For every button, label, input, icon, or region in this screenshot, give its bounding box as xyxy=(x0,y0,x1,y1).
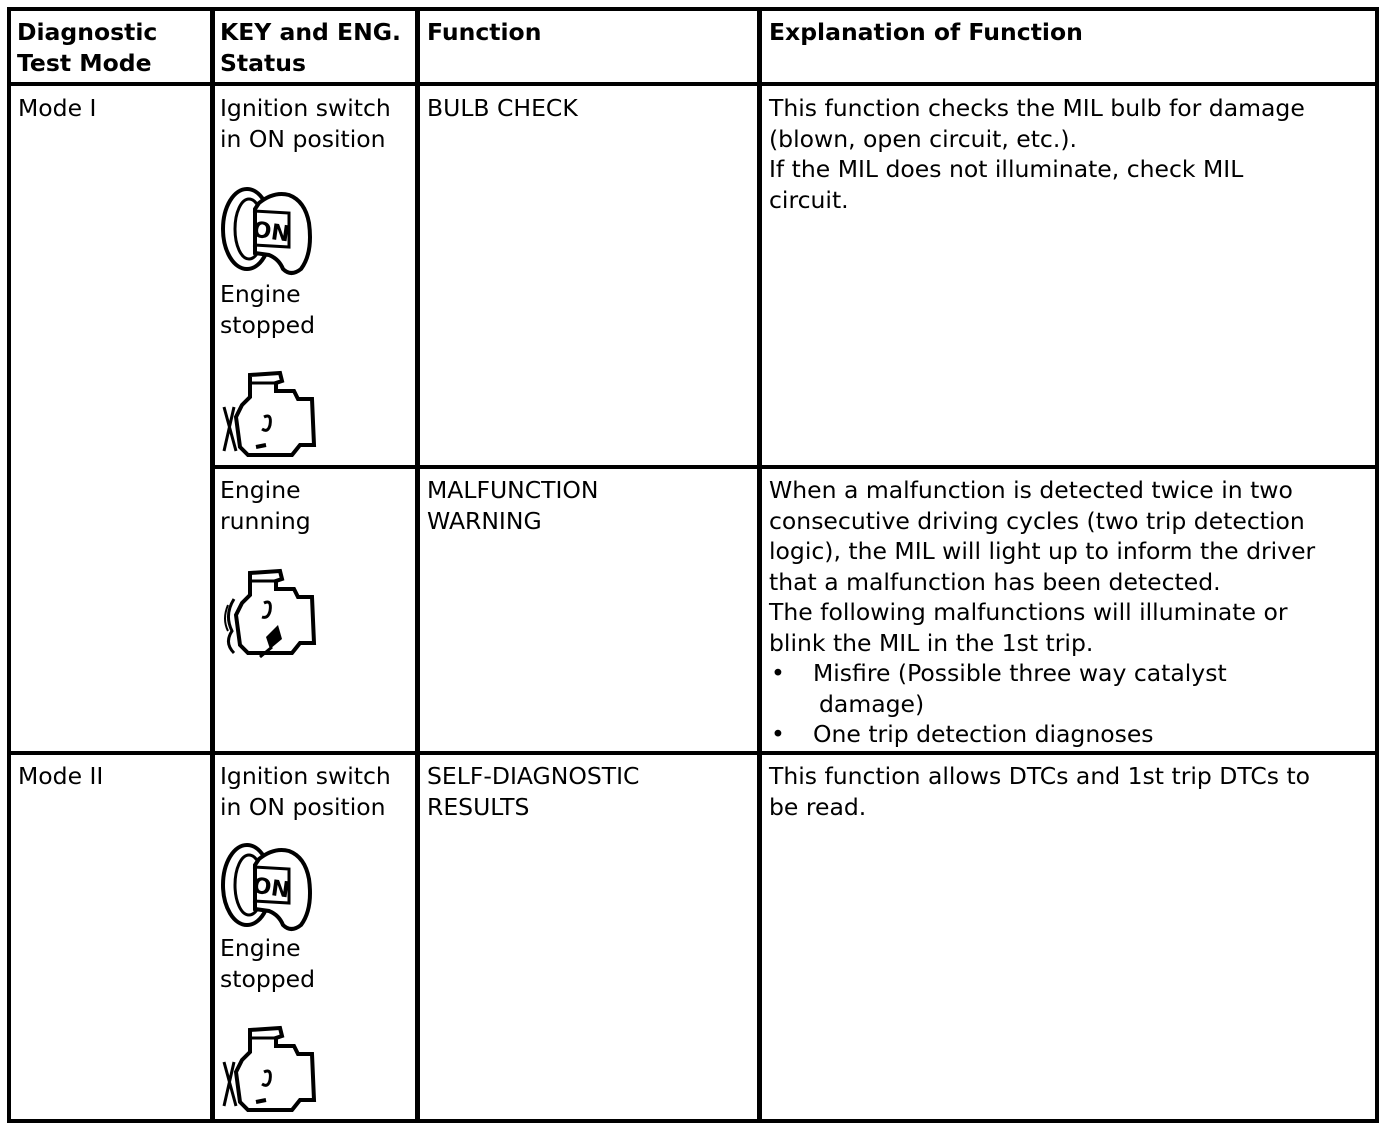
header-function: Function xyxy=(427,18,542,46)
status-line: Engine xyxy=(220,476,301,504)
bullet-misfire xyxy=(769,658,1315,719)
ignition-key-on-icon xyxy=(219,183,319,278)
explanation-line: (blown, open circuit, etc.). xyxy=(769,124,1077,153)
explanation-line: be read. xyxy=(769,792,867,821)
column-divider-2 xyxy=(415,7,420,1123)
explanation-line: If the MIL does not illuminate, check MIL xyxy=(769,155,1244,183)
explanation-line: This function checks the MIL bulb for damage xyxy=(769,94,1305,122)
explanation-line: This function allows DTCs and 1st trip DTCs to xyxy=(769,762,1311,790)
explanation-bulb-check xyxy=(769,93,1305,215)
bullet-line: • One trip detection diagnoses xyxy=(813,720,1154,748)
ignition-key-on-icon xyxy=(219,839,319,934)
header-line: Diagnostic xyxy=(17,18,158,46)
row-separator-mode1 xyxy=(211,465,1379,469)
malfunction-bullet-list xyxy=(769,658,1315,750)
bullet-line: damage) xyxy=(819,689,925,718)
header-line: KEY and ENG. xyxy=(220,18,401,46)
function-line: RESULTS xyxy=(427,792,530,821)
key-on-label: ON xyxy=(250,217,292,248)
engine-running-icon xyxy=(220,565,320,660)
diagnostic-table xyxy=(7,7,1379,1123)
status-line: Ignition switch xyxy=(220,94,391,122)
table-border-right xyxy=(1375,7,1379,1123)
status-line: stopped xyxy=(220,310,316,339)
function-line: SELF-DIAGNOSTIC xyxy=(427,762,640,790)
explanation-line: When a malfunction is detected twice in two xyxy=(769,476,1293,504)
status-line: running xyxy=(220,506,311,535)
column-divider-3 xyxy=(757,7,762,1123)
mode-1-status-engine-running xyxy=(220,475,311,536)
mode-1-status-engine-stopped xyxy=(220,279,315,340)
mode-1-label: Mode I xyxy=(18,94,97,122)
status-line: stopped xyxy=(220,964,316,993)
mode-2-status-engine-stopped xyxy=(220,933,315,994)
header-line: Test Mode xyxy=(17,48,152,77)
column-divider-1 xyxy=(210,7,215,1123)
table-border-left xyxy=(7,7,11,1123)
explanation-malfunction-warning xyxy=(769,475,1315,750)
header-key-eng-status xyxy=(220,17,401,78)
bullet-one-trip xyxy=(769,719,1315,750)
bullet-line: • Misfire (Possible three way catalyst xyxy=(813,659,1227,687)
mode-2-status-ignition xyxy=(220,761,391,822)
explanation-line: logic), the MIL will light up to inform the driver xyxy=(769,537,1316,565)
explanation-self-diagnostic xyxy=(769,761,1310,822)
mode-1-status-ignition xyxy=(220,93,391,154)
status-line: in ON position xyxy=(220,124,386,153)
mode-2-label: Mode II xyxy=(18,762,104,790)
function-line: WARNING xyxy=(427,506,542,535)
header-explanation: Explanation of Function xyxy=(769,18,1083,46)
function-bulb-check: BULB CHECK xyxy=(427,94,578,122)
engine-stopped-icon xyxy=(220,1022,320,1117)
key-on-label: ON xyxy=(250,873,292,904)
header-line: Status xyxy=(220,48,306,77)
function-self-diagnostic-results xyxy=(427,761,639,822)
status-line: Engine xyxy=(220,934,301,962)
status-line: Ignition switch xyxy=(220,762,391,790)
explanation-line: consecutive driving cycles (two trip detection xyxy=(769,506,1305,535)
header-diagnostic-test-mode xyxy=(17,17,157,78)
function-line: MALFUNCTION xyxy=(427,476,599,504)
explanation-line: circuit. xyxy=(769,185,849,214)
status-line: in ON position xyxy=(220,792,386,821)
explanation-line: blink the MIL in the 1st trip. xyxy=(769,628,1094,657)
engine-stopped-icon xyxy=(220,367,320,462)
explanation-line: The following malfunctions will illuminate or xyxy=(769,598,1288,626)
explanation-line: that a malfunction has been detected. xyxy=(769,567,1221,596)
function-malfunction-warning xyxy=(427,475,599,536)
status-line: Engine xyxy=(220,280,301,308)
